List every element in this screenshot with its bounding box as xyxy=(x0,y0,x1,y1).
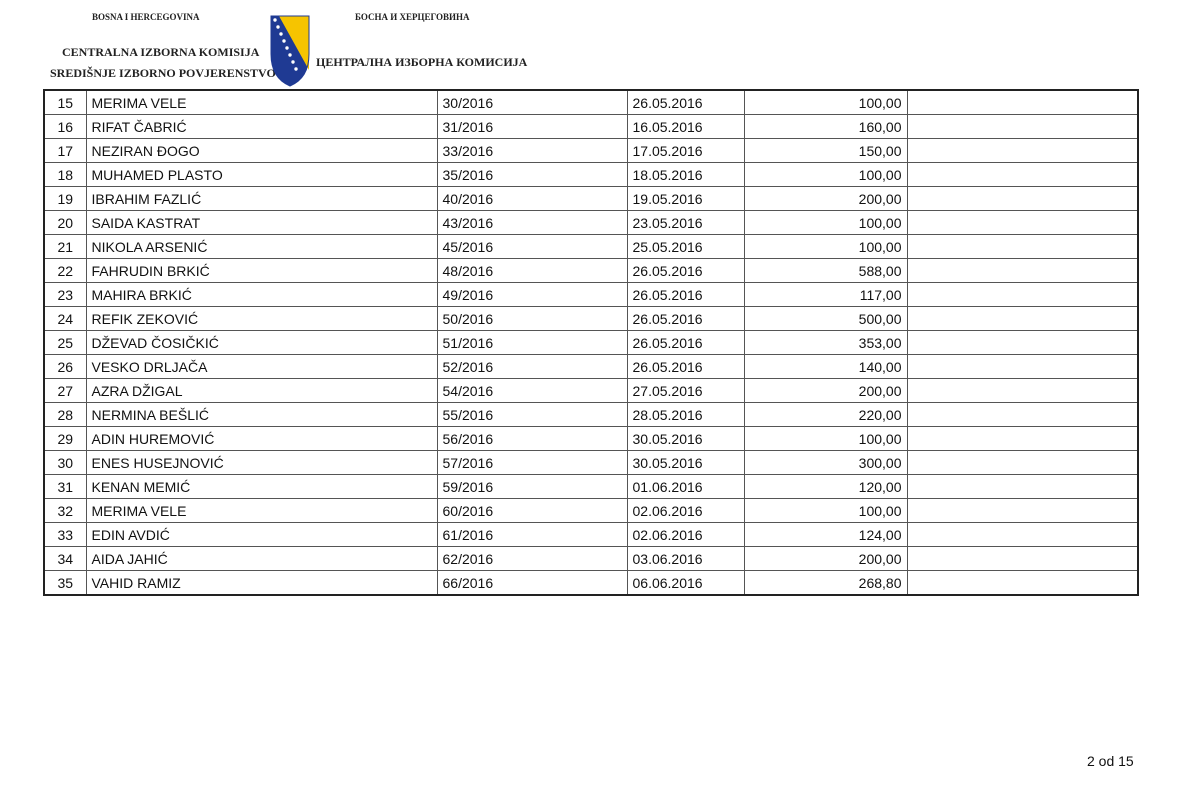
reference-number-cell: 50/2016 xyxy=(437,307,627,331)
date-cell: 30.05.2016 xyxy=(627,427,744,451)
person-name-cell: FAHRUDIN BRKIĆ xyxy=(86,259,437,283)
row-number-cell: 33 xyxy=(44,523,86,547)
person-name-cell: NEZIRAN ĐOGO xyxy=(86,139,437,163)
row-number-cell: 24 xyxy=(44,307,86,331)
note-cell xyxy=(907,451,1138,475)
amount-cell: 268,80 xyxy=(744,571,907,596)
note-cell xyxy=(907,547,1138,571)
person-name-cell: AIDA JAHIĆ xyxy=(86,547,437,571)
date-cell: 28.05.2016 xyxy=(627,403,744,427)
date-cell: 18.05.2016 xyxy=(627,163,744,187)
amount-cell: 500,00 xyxy=(744,307,907,331)
note-cell xyxy=(907,307,1138,331)
row-number-cell: 20 xyxy=(44,211,86,235)
bih-coat-of-arms-icon xyxy=(269,8,311,88)
date-cell: 06.06.2016 xyxy=(627,571,744,596)
row-number-cell: 26 xyxy=(44,355,86,379)
date-cell: 17.05.2016 xyxy=(627,139,744,163)
reference-number-cell: 35/2016 xyxy=(437,163,627,187)
table-row xyxy=(44,187,1138,211)
header-latin-country: BOSNA I HERCEGOVINA xyxy=(92,12,200,22)
note-cell xyxy=(907,283,1138,307)
table-row xyxy=(44,90,1138,115)
date-cell: 30.05.2016 xyxy=(627,451,744,475)
table-row xyxy=(44,571,1138,596)
reference-number-cell: 52/2016 xyxy=(437,355,627,379)
table-row xyxy=(44,163,1138,187)
note-cell xyxy=(907,427,1138,451)
note-cell xyxy=(907,90,1138,115)
row-number-cell: 15 xyxy=(44,90,86,115)
row-number-cell: 35 xyxy=(44,571,86,596)
person-name-cell: DŽEVAD ČOSIČKIĆ xyxy=(86,331,437,355)
row-number-cell: 17 xyxy=(44,139,86,163)
reference-number-cell: 30/2016 xyxy=(437,90,627,115)
table-row xyxy=(44,259,1138,283)
date-cell: 16.05.2016 xyxy=(627,115,744,139)
reference-number-cell: 51/2016 xyxy=(437,331,627,355)
person-name-cell: KENAN MEMIĆ xyxy=(86,475,437,499)
person-name-cell: ENES HUSEJNOVIĆ xyxy=(86,451,437,475)
table-row xyxy=(44,379,1138,403)
header-cyrillic-commission: ЦЕНТРАЛНА ИЗБОРНА КОМИСИЈА xyxy=(316,55,528,69)
table-row xyxy=(44,283,1138,307)
row-number-cell: 28 xyxy=(44,403,86,427)
note-cell xyxy=(907,331,1138,355)
row-number-cell: 27 xyxy=(44,379,86,403)
amount-cell: 160,00 xyxy=(744,115,907,139)
table-row xyxy=(44,355,1138,379)
amount-cell: 100,00 xyxy=(744,427,907,451)
date-cell: 23.05.2016 xyxy=(627,211,744,235)
note-cell xyxy=(907,571,1138,596)
date-cell: 26.05.2016 xyxy=(627,90,744,115)
reference-number-cell: 49/2016 xyxy=(437,283,627,307)
payments-table-body xyxy=(44,90,1138,595)
person-name-cell: ADIN HUREMOVIĆ xyxy=(86,427,437,451)
payments-table xyxy=(43,89,1139,596)
table-row xyxy=(44,451,1138,475)
note-cell xyxy=(907,115,1138,139)
reference-number-cell: 57/2016 xyxy=(437,451,627,475)
table-row xyxy=(44,235,1138,259)
table-row xyxy=(44,211,1138,235)
amount-cell: 300,00 xyxy=(744,451,907,475)
row-number-cell: 22 xyxy=(44,259,86,283)
note-cell xyxy=(907,403,1138,427)
table-row xyxy=(44,139,1138,163)
table-row xyxy=(44,403,1138,427)
amount-cell: 124,00 xyxy=(744,523,907,547)
header-cyrillic-country: БОСНА И ХЕРЦЕГОВИНА xyxy=(355,12,470,22)
table-row xyxy=(44,427,1138,451)
note-cell xyxy=(907,235,1138,259)
date-cell: 01.06.2016 xyxy=(627,475,744,499)
note-cell xyxy=(907,379,1138,403)
note-cell xyxy=(907,475,1138,499)
person-name-cell: MERIMA VELE xyxy=(86,499,437,523)
reference-number-cell: 59/2016 xyxy=(437,475,627,499)
header-latin-secretariat: SREDIŠNJE IZBORNO POVJERENSTVO xyxy=(50,66,276,80)
row-number-cell: 16 xyxy=(44,115,86,139)
date-cell: 02.06.2016 xyxy=(627,499,744,523)
amount-cell: 100,00 xyxy=(744,499,907,523)
table-row xyxy=(44,523,1138,547)
amount-cell: 100,00 xyxy=(744,163,907,187)
amount-cell: 200,00 xyxy=(744,379,907,403)
note-cell xyxy=(907,259,1138,283)
person-name-cell: MERIMA VELE xyxy=(86,90,437,115)
person-name-cell: NERMINA BEŠLIĆ xyxy=(86,403,437,427)
reference-number-cell: 66/2016 xyxy=(437,571,627,596)
reference-number-cell: 55/2016 xyxy=(437,403,627,427)
note-cell xyxy=(907,211,1138,235)
date-cell: 25.05.2016 xyxy=(627,235,744,259)
reference-number-cell: 62/2016 xyxy=(437,547,627,571)
person-name-cell: VESKO DRLJAČA xyxy=(86,355,437,379)
person-name-cell: EDIN AVDIĆ xyxy=(86,523,437,547)
person-name-cell: AZRA DŽIGAL xyxy=(86,379,437,403)
note-cell xyxy=(907,139,1138,163)
reference-number-cell: 40/2016 xyxy=(437,187,627,211)
amount-cell: 120,00 xyxy=(744,475,907,499)
amount-cell: 588,00 xyxy=(744,259,907,283)
amount-cell: 200,00 xyxy=(744,547,907,571)
reference-number-cell: 33/2016 xyxy=(437,139,627,163)
reference-number-cell: 56/2016 xyxy=(437,427,627,451)
header-latin-commission: CENTRALNA IZBORNA KOMISIJA xyxy=(62,45,260,59)
reference-number-cell: 31/2016 xyxy=(437,115,627,139)
person-name-cell: NIKOLA ARSENIĆ xyxy=(86,235,437,259)
date-cell: 26.05.2016 xyxy=(627,259,744,283)
amount-cell: 150,00 xyxy=(744,139,907,163)
amount-cell: 100,00 xyxy=(744,90,907,115)
table-row xyxy=(44,307,1138,331)
row-number-cell: 21 xyxy=(44,235,86,259)
note-cell xyxy=(907,523,1138,547)
date-cell: 26.05.2016 xyxy=(627,355,744,379)
amount-cell: 100,00 xyxy=(744,235,907,259)
person-name-cell: RIFAT ČABRIĆ xyxy=(86,115,437,139)
row-number-cell: 18 xyxy=(44,163,86,187)
row-number-cell: 34 xyxy=(44,547,86,571)
amount-cell: 117,00 xyxy=(744,283,907,307)
page-number: 2 od 15 xyxy=(1087,753,1134,769)
amount-cell: 220,00 xyxy=(744,403,907,427)
note-cell xyxy=(907,163,1138,187)
date-cell: 26.05.2016 xyxy=(627,331,744,355)
row-number-cell: 32 xyxy=(44,499,86,523)
reference-number-cell: 54/2016 xyxy=(437,379,627,403)
person-name-cell: REFIK ZEKOVIĆ xyxy=(86,307,437,331)
date-cell: 03.06.2016 xyxy=(627,547,744,571)
date-cell: 19.05.2016 xyxy=(627,187,744,211)
row-number-cell: 29 xyxy=(44,427,86,451)
row-number-cell: 30 xyxy=(44,451,86,475)
person-name-cell: VAHID RAMIZ xyxy=(86,571,437,596)
note-cell xyxy=(907,499,1138,523)
table-row xyxy=(44,115,1138,139)
date-cell: 02.06.2016 xyxy=(627,523,744,547)
row-number-cell: 19 xyxy=(44,187,86,211)
reference-number-cell: 48/2016 xyxy=(437,259,627,283)
date-cell: 27.05.2016 xyxy=(627,379,744,403)
note-cell xyxy=(907,187,1138,211)
date-cell: 26.05.2016 xyxy=(627,283,744,307)
table-row xyxy=(44,475,1138,499)
note-cell xyxy=(907,355,1138,379)
table-row xyxy=(44,499,1138,523)
reference-number-cell: 61/2016 xyxy=(437,523,627,547)
table-row xyxy=(44,331,1138,355)
amount-cell: 200,00 xyxy=(744,187,907,211)
person-name-cell: SAIDA KASTRAT xyxy=(86,211,437,235)
table-row xyxy=(44,547,1138,571)
amount-cell: 353,00 xyxy=(744,331,907,355)
date-cell: 26.05.2016 xyxy=(627,307,744,331)
person-name-cell: MUHAMED PLASTO xyxy=(86,163,437,187)
row-number-cell: 25 xyxy=(44,331,86,355)
row-number-cell: 31 xyxy=(44,475,86,499)
person-name-cell: IBRAHIM FAZLIĆ xyxy=(86,187,437,211)
reference-number-cell: 45/2016 xyxy=(437,235,627,259)
row-number-cell: 23 xyxy=(44,283,86,307)
person-name-cell: MAHIRA BRKIĆ xyxy=(86,283,437,307)
reference-number-cell: 60/2016 xyxy=(437,499,627,523)
reference-number-cell: 43/2016 xyxy=(437,211,627,235)
amount-cell: 100,00 xyxy=(744,211,907,235)
amount-cell: 140,00 xyxy=(744,355,907,379)
